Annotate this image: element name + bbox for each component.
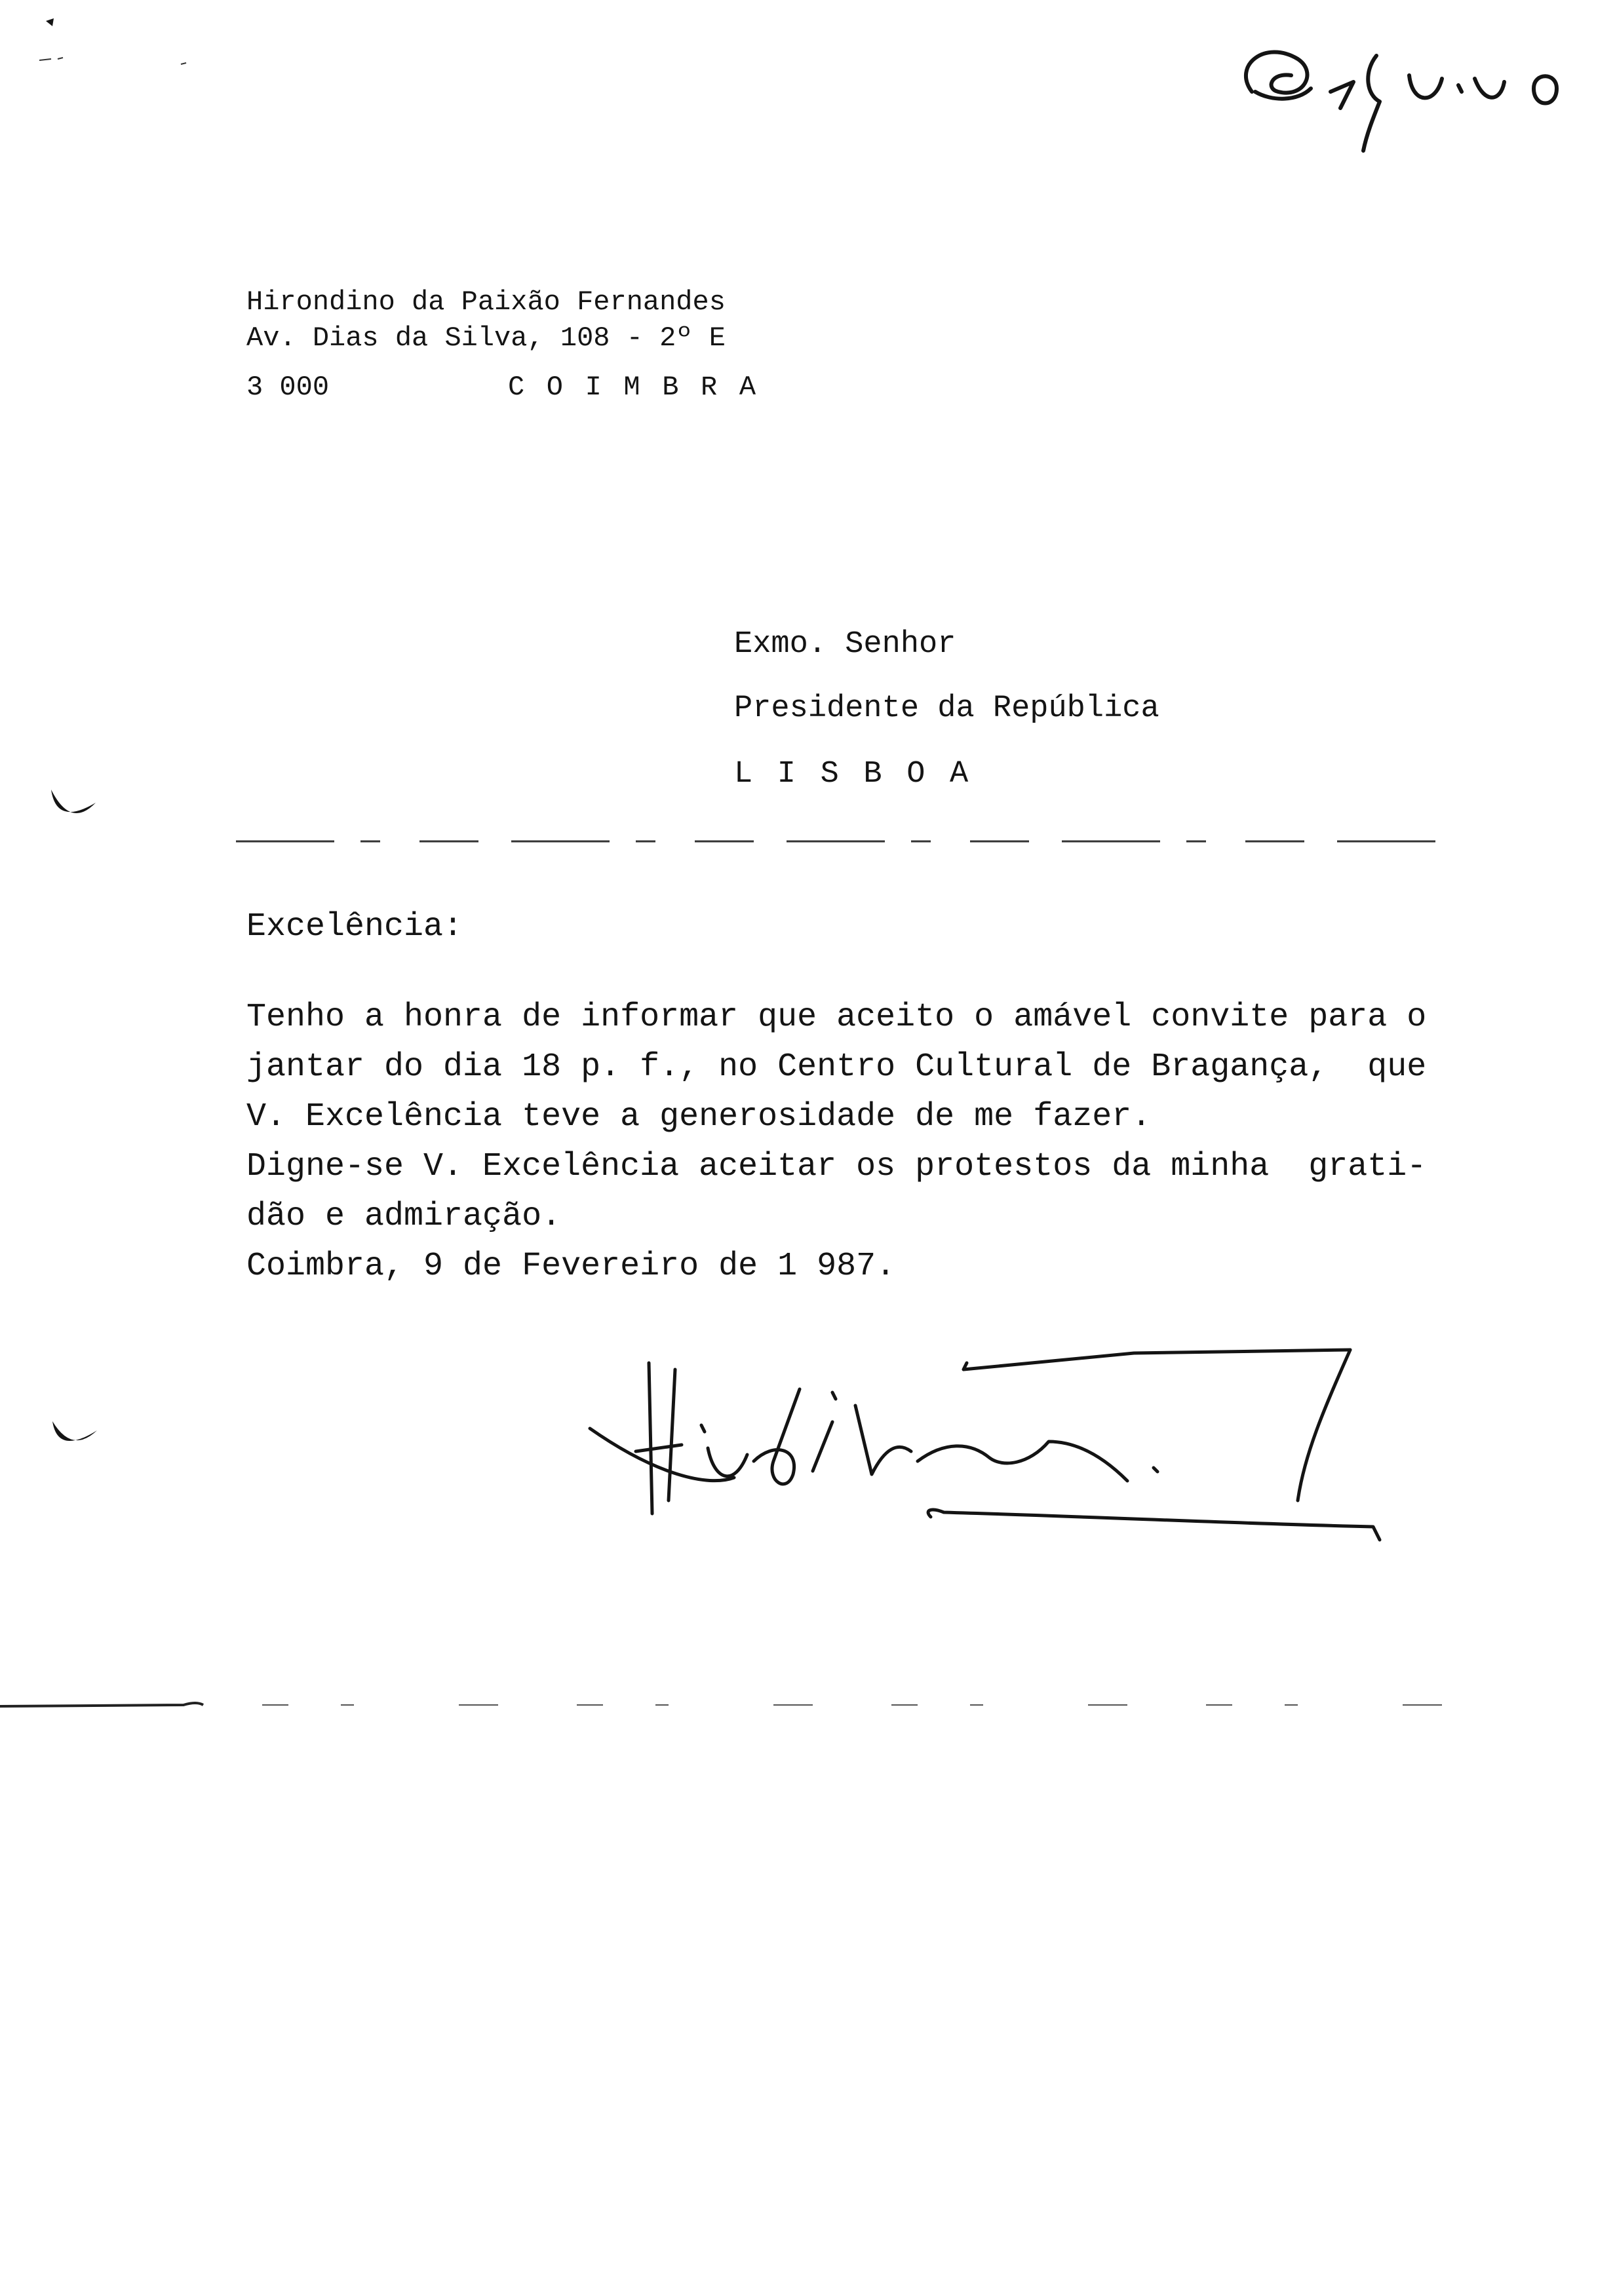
letter-line-3: V. Excelência teve a generosidade de me fazer. <box>246 1098 1152 1136</box>
recipient-title: Presidente da República <box>734 691 1159 726</box>
sender-name: Hirondino da Paixão Fernandes <box>246 286 726 318</box>
letter-line-4: Digne-se V. Excelência aceitar os protestos da minha grati- <box>246 1148 1427 1185</box>
recipient-city: LISBOA <box>734 757 993 792</box>
letter-dateline: Coimbra, 9 de Fevereiro de 1 987. <box>246 1248 896 1285</box>
fold-line-upper <box>229 837 1475 845</box>
letter-line-2: jantar do dia 18 p. f., no Centro Cultural de Bragança, que <box>246 1048 1427 1086</box>
handwritten-signature <box>577 1343 1403 1579</box>
letter-line-5: dão e admiração. <box>246 1198 562 1235</box>
fold-line-lower <box>0 1701 1475 1710</box>
punch-hole-mark-top <box>45 783 104 835</box>
punch-hole-mark-bottom <box>47 1412 106 1464</box>
corner-mark <box>39 13 210 72</box>
archive-handwritten-note <box>1226 26 1593 157</box>
recipient-salutation: Exmo. Senhor <box>734 627 956 662</box>
letter-greeting: Excelência: <box>246 908 463 946</box>
sender-street: Av. Dias da Silva, 108 - 2º E <box>246 322 726 354</box>
sender-city: COIMBRA <box>508 372 778 403</box>
letter-line-1: Tenho a honra de informar que aceito o amável convite para o <box>246 999 1427 1036</box>
sender-postcode: 3 000 <box>246 372 330 403</box>
